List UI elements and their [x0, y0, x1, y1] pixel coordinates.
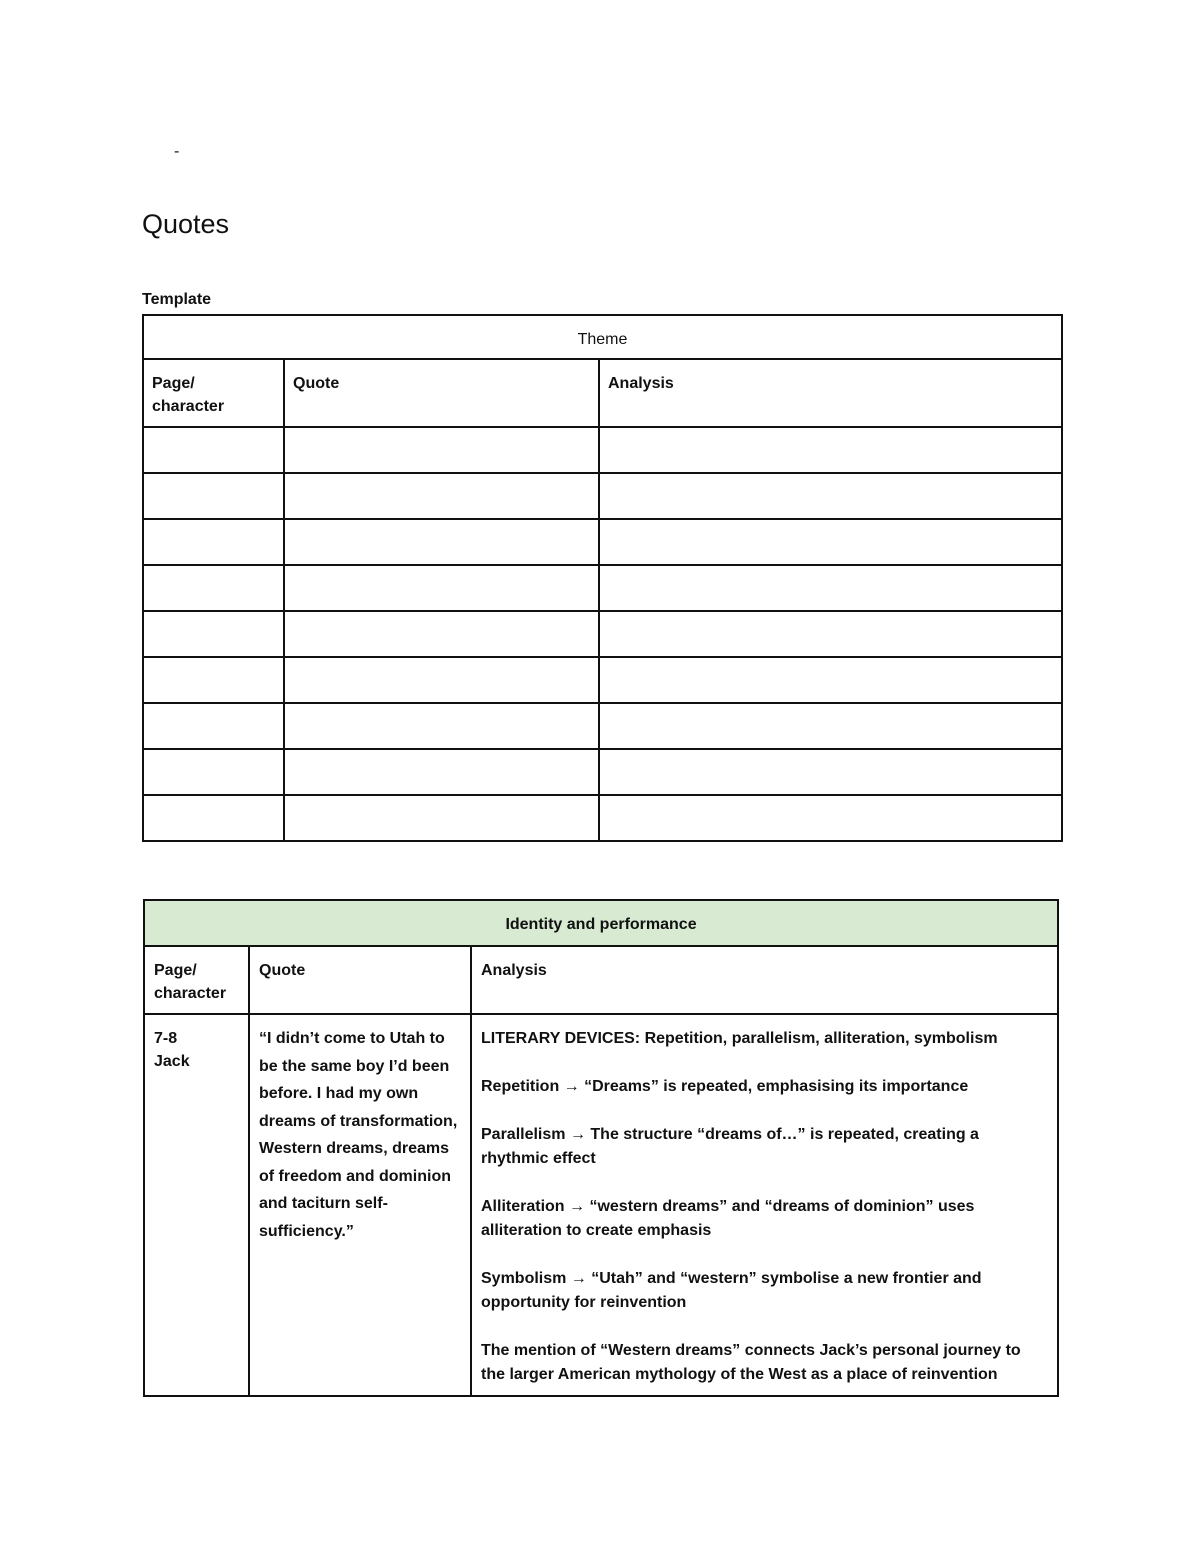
empty-row — [143, 703, 1062, 749]
empty-page-cell — [143, 611, 284, 657]
analysis-devices: LITERARY DEVICES: Repetition, parallelism, alliteration, symbolism — [481, 1030, 998, 1047]
identity-performance-table — [143, 899, 1059, 1397]
empty-analysis-cell — [599, 703, 1062, 749]
page-character-cell — [144, 1014, 249, 1396]
empty-analysis-cell — [599, 611, 1062, 657]
analysis-conclusion: The mention of “Western dreams” connects Jack’s personal journey to the larger American mythology of the West as a place of reinvention — [481, 1342, 1021, 1383]
empty-analysis-cell — [599, 473, 1062, 519]
empty-row — [143, 657, 1062, 703]
empty-analysis-cell — [599, 565, 1062, 611]
page-number: 7-8 — [154, 1030, 178, 1047]
empty-page-cell — [143, 749, 284, 795]
empty-quote-cell — [284, 565, 599, 611]
page-header-label: Page/ — [154, 962, 197, 979]
empty-page-cell — [143, 795, 284, 841]
template-table — [142, 314, 1063, 842]
analysis-cell — [471, 1014, 1058, 1396]
empty-row — [143, 473, 1062, 519]
analysis-parallelism: Parallelism → The structure “dreams of…” is repeated, creating a rhythmic effect — [481, 1126, 979, 1167]
top-mark: - — [174, 143, 180, 160]
empty-page-cell — [143, 657, 284, 703]
empty-row — [143, 427, 1062, 473]
empty-row — [143, 519, 1062, 565]
character-header-label: character — [154, 985, 227, 1002]
quote-header: Quote — [284, 359, 599, 427]
empty-page-cell — [143, 703, 284, 749]
empty-row — [143, 795, 1062, 841]
empty-row — [143, 749, 1062, 795]
empty-page-cell — [143, 565, 284, 611]
empty-analysis-cell — [599, 427, 1062, 473]
page-title: Quotes — [142, 209, 230, 239]
theme-cell: Theme — [143, 315, 1062, 359]
character-name: Jack — [154, 1053, 190, 1070]
quote-cell — [249, 1014, 471, 1396]
quote-text: “I didn’t come to Utah to be the same boy I’d been before. I had my own dreams of transformation, Western dreams, dreams of freedom and dominion and taciturn self-sufficiency.” — [259, 1030, 458, 1240]
empty-quote-cell — [284, 473, 599, 519]
empty-quote-cell — [284, 657, 599, 703]
empty-row — [143, 565, 1062, 611]
table-row — [144, 1014, 1058, 1396]
page-character-header — [143, 359, 284, 427]
header-row — [144, 946, 1058, 1014]
analysis-alliteration: Alliteration → “western dreams” and “dreams of dominion” uses alliteration to create emphasis — [481, 1198, 975, 1239]
empty-quote-cell — [284, 749, 599, 795]
empty-analysis-cell — [599, 795, 1062, 841]
analysis-header: Analysis — [471, 946, 1058, 1014]
empty-analysis-cell — [599, 749, 1062, 795]
character-header-label: character — [152, 398, 225, 415]
page-header-label: Page/ — [152, 375, 195, 392]
analysis-header: Analysis — [599, 359, 1062, 427]
empty-quote-cell — [284, 427, 599, 473]
empty-page-cell — [143, 427, 284, 473]
page-character-header — [144, 946, 249, 1014]
quote-header: Quote — [249, 946, 471, 1014]
template-label: Template — [142, 291, 212, 308]
theme-cell: Identity and performance — [144, 900, 1058, 946]
header-row — [143, 359, 1062, 427]
empty-row — [143, 611, 1062, 657]
empty-quote-cell — [284, 795, 599, 841]
analysis-symbolism: Symbolism → “Utah” and “western” symbolise a new frontier and opportunity for reinvention — [481, 1270, 982, 1311]
empty-page-cell — [143, 519, 284, 565]
empty-analysis-cell — [599, 519, 1062, 565]
theme-row — [143, 315, 1062, 359]
empty-analysis-cell — [599, 657, 1062, 703]
empty-quote-cell — [284, 519, 599, 565]
empty-quote-cell — [284, 703, 599, 749]
empty-quote-cell — [284, 611, 599, 657]
theme-row — [144, 900, 1058, 946]
empty-page-cell — [143, 473, 284, 519]
analysis-repetition: Repetition → “Dreams” is repeated, emphasising its importance — [481, 1078, 969, 1095]
